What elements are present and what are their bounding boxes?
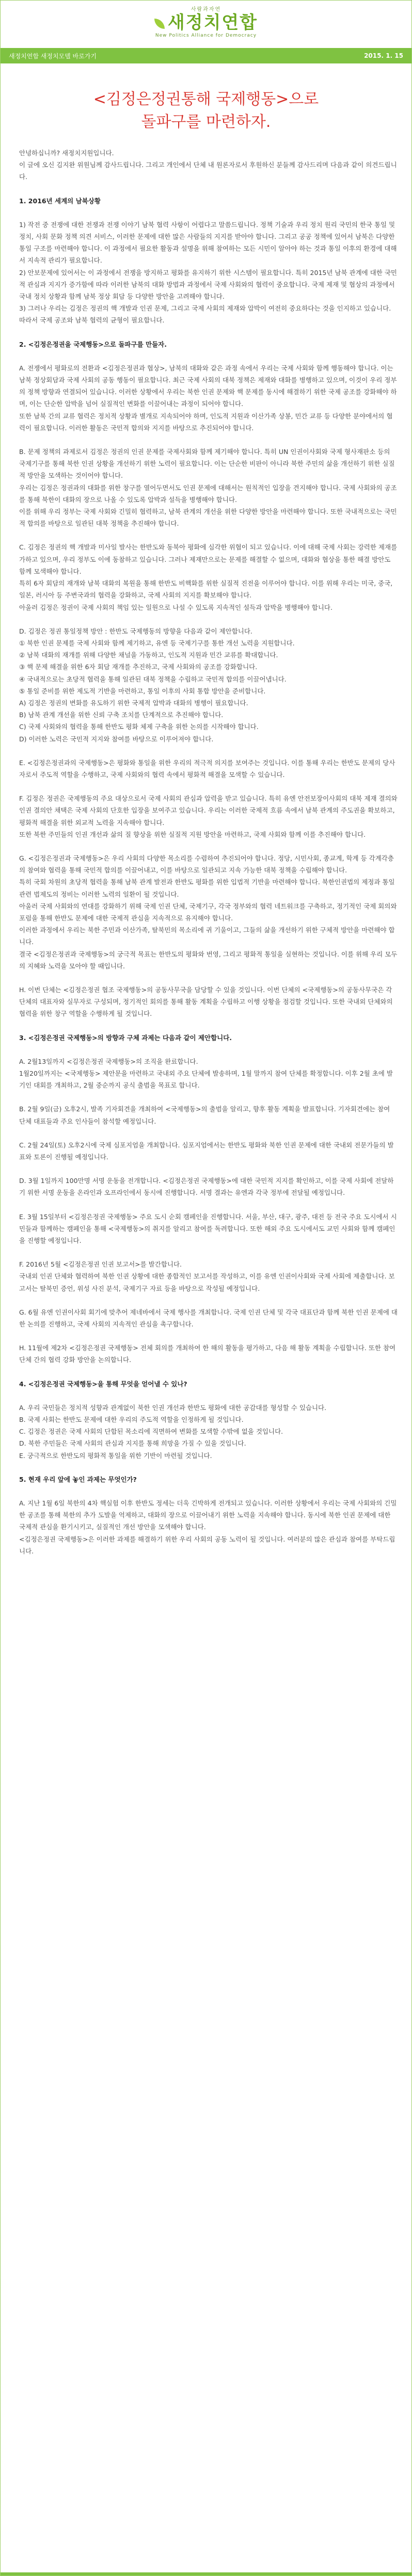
paragraph: E. <김정은정권과의 국제행동>은 평화와 통일을 위한 우리의 적극적 의지를 보여주는 것입니다. 이를 통해 우리는 한반도 문제의 당사자로서 주도적 역할을 수행하고, 국제 사회와의 협력 속에서 평화적 해결을 모색할 수 있습니다. xyxy=(19,758,395,779)
section-heading: 1. 2016년 세계의 남북상황 xyxy=(19,197,101,205)
paragraph: C. 김정은 정권의 핵 개발과 미사일 발사는 한반도와 동북아 평화에 심각한 위협이 되고 있습니다. 이에 대해 국제 사회는 강력한 제재를 가하고 있으며, 우리 정부도 이에 동참하고 있습니다. 그러나 제재만으로는 문제를 해결할 수 없으며, 대화와 협상을 통한 해결 방안도 함께 모색해야 합니다. 특히 6자 회담의 재개와 남북 대화의 복원을 통해 한반도 비핵화를 위한 실질적 진전을 이루어야 합니다. 이를 위해 우리는 미국, 중국, 일본, 러시아 등 주변국과의 협력을 강화하고, 국제 사회의 지지를 확보해야 합니다. 아울러 김정은 정권이 국제 사회의 책임 있는 일원으로 나설 수 있도록 지속적인 설득과 압박을 병행해야 합니다. xyxy=(19,543,398,611)
section-heading: 3. <김정은정권 국제행동>의 방향과 구체 과제는 다음과 같이 제안합니다. xyxy=(19,1033,232,1042)
paragraph: 안녕하십니까? 새정치지원입니다. 이 글에 오신 김지완 위원님께 감사드립니다. 그리고 개인에서 단체 내 원론자로서 후원하신 분들께 감사드리며 다음과 같이 의견드립니다. xyxy=(19,149,397,181)
bar-date: 2015. 1. 15 xyxy=(364,52,403,59)
title-line: 돌파구를 마련하자. xyxy=(141,113,271,131)
paragraph: C. 2월 24일(토) 오후2시에 국제 심포지엄을 개최합니다. 심포지엄에서는 한반도 평화와 북한 인권 문제에 대한 국내외 전문가들의 발표와 토론이 진행될 예정입니다. xyxy=(19,1141,394,1161)
info-bar xyxy=(1,48,411,63)
paragraph: G. 6월 유엔 인권이사회 회기에 맞추어 제네바에서 국제 행사를 개최합니다. 국제 인권 단체 및 각국 대표단과 함께 북한 인권 문제에 대한 논의를 진행하고, 국제 사회의 지속적인 관심을 촉구합니다. xyxy=(19,1308,398,1328)
footer-line xyxy=(1,2572,411,2575)
paragraph: E. 3월 15일부터 <김정은정권 국제행동> 주요 도시 순회 캠페인을 진행합니다. 서울, 부산, 대구, 광주, 대전 등 전국 주요 도시에서 시민들과 함께하는 캠페인을 통해 <국제행동>의 취지를 알리고 참여를 독려합니다. 또한 해외 주요 도시에서도 교민 사회와 함께 캠페인을 진행할 예정입니다. xyxy=(19,1212,397,1245)
title-line: <김정은정권통해 국제행동>으로 xyxy=(93,90,319,108)
paragraph: H. 11월에 제2차 <김정은정권 국제행동> 전체 회의를 개최하여 한 해의 활동을 평가하고, 다음 해 활동 계획을 수립합니다. 또한 참여 단체 간의 협력 강화 방안을 논의합니다. xyxy=(19,1344,396,1364)
paragraph: B. 2월 9일(금) 오후2시, 발족 기자회견을 개최하여 <국제행동>의 출범을 알리고, 향후 활동 계획을 발표합니다. 기자회견에는 참여 단체 대표들과 주요 인사들이 참석할 예정입니다. xyxy=(19,1105,390,1125)
title-block xyxy=(1,63,411,147)
paragraph: A. 2월13일까지 <김정은정권 국제행동>의 조직을 완료합니다. 1월20일까지는 <국제행동> 제안문을 마련하고 국내외 주요 단체에 발송하며, 1월 말까지 참여 단체를 확정합니다. 이후 2월 초에 발기인 대회를 개최하고, 2월 중순까지 공식 출범을 목표로 합니다. xyxy=(19,1057,393,1090)
logo-small-text: 사람과자연 xyxy=(191,7,221,12)
paragraph: A. 전쟁에서 평화로의 전환과 <김정은정권과 협상>, 남북의 대화와 같은 과정 속에서 우리는 국제 사회와 함께 행동해야 합니다. 이는 남북 정상회담과 국제 사회의 공동 행동이 필요합니다. 최근 국제 사회의 대북 정책은 제재와 대화를 병행하고 있으며, 이것이 우리 정부의 정책 방향과 연결되어 있습니다. 이러한 상황에서 우리는 북한 인권 문제와 핵 문제를 동시에 해결하기 위한 국제 공조를 강화해야 하며, 이는 단순한 압박을 넘어 실질적인 변화를 이끌어내는 과정이 되어야 합니다. 또한 남북 간의 교류 협력은 정치적 상황과 별개로 지속되어야 하며, 인도적 지원과 이산가족 상봉, 민간 교류 등 다양한 분야에서의 협력이 필요합니다. 이러한 활동은 국민적 합의와 지지를 바탕으로 추진되어야 합니다. xyxy=(19,364,397,432)
page-title xyxy=(16,88,396,134)
paragraph: D. 김정은 정권 통일정책 방안 : 한반도 국제행동의 방향을 다음과 같이 제안합니다. ① 북한 인권 문제를 국제 사회와 함께 제기하고, 유엔 등 국제기구를 통한 개선 노력을 지원합니다. ② 남북 대화의 재개를 위해 다양한 채널을 가동하고, 인도적 지원과 민간 교류를 확대합니다. ③ 핵 문제 해결을 위한 6자 회담 재개를 추진하고, 국제 사회와의 공조를 강화합니다. ④ 국내적으로는 초당적 협력을 통해 일관된 대북 정책을 수립하고 국민적 합의를 이끌어냅니다. ⑤ 통일 준비를 위한 제도적 기반을 마련하고, 통일 이후의 사회 통합 방안을 준비합니다. A) 김정은 정권의 변화를 유도하기 위한 국제적 압박과 대화의 병행이 필요합니다. B) 남북 관계 개선을 위한 신뢰 구축 조치를 단계적으로 추진해야 합니다. C) 국제 사회와의 협력을 통해 한반도 평화 체제 구축을 위한 논의를 시작해야 합니다. D) 이러한 노력은 국민적 지지와 참여를 바탕으로 이루어져야 합니다. xyxy=(19,627,295,743)
logo[interactable] xyxy=(1,5,411,38)
article-body xyxy=(1,147,411,1557)
bar-link[interactable]: 새정치연합 새정치모델 바로가기 xyxy=(9,52,97,60)
section-heading: 5. 현재 우리 앞에 놓인 과제는 무엇인가? xyxy=(19,1475,137,1483)
logo-name: 새정치연합 xyxy=(167,12,258,33)
paragraph: 1) 작전 중 전쟁에 대한 전쟁과 전쟁 이야기 남북 협력 사항이 어렵다고 말씀드립니다. 정책 기술과 우리 정치 원리 국민의 한국 통일 및 정치, 사회 문화 정책 의견 서비스, 이러한 문제에 대한 많은 사람들의 지지를 받아야 합니다. 그리고 공공 정책에 있어서 남북은 다양한 통일 구조를 마련해야 합니다. 이 과정에서 필요한 활동과 설명을 위해 참여하는 모든 시민이 알아야 하는 것과 통일 이후의 환경에 대해서 지속적 관리가 필요합니다. 2) 안보문제에 있어서는 이 과정에서 전쟁을 방지하고 평화를 유지하기 위한 시스템이 필요합니다. 특히 2015년 남북 관계에 대한 국민적 관심과 지지가 증가함에 따라 이러한 남북의 대화 방법과 과정에서 국제 사회와의 협력이 중요합니다. 국제 제재 및 협상의 과정에서 국내 정치 상황과 함께 남북 정상 회담 등 다양한 방안을 고려해야 합니다. 3) 그러나 우리는 김정은 정권의 핵 개발과 인권 문제, 그리고 국제 사회의 제재와 압박이 여전히 중요하다는 것을 인지하고 있습니다. 따라서 국제 공조와 남북 협력의 균형이 필요합니다. xyxy=(19,220,397,325)
section-heading: 2. <김정은정권을 국제행동>으로 돌파구를 만들자. xyxy=(19,340,167,348)
logo-sub-text: New Politics Alliance for Democracy xyxy=(155,33,257,38)
leaf-icon xyxy=(154,19,165,29)
paragraph: A. 지난 1월 6일 북한의 4차 핵실험 이후 한반도 정세는 더욱 긴박하게 전개되고 있습니다. 이러한 상황에서 우리는 국제 사회와의 긴밀한 공조를 통해 북한의 추가 도발을 억제하고, 대화의 장으로 이끌어내기 위한 노력을 지속해야 합니다. 동시에 북한 인권 문제에 대한 국제적 관심을 환기시키고, 실질적인 개선 방안을 모색해야 합니다. <김정은정권 국제행동>은 이러한 과제를 해결하기 위한 우리 사회의 공동 노력이 될 것입니다. 여러분의 많은 관심과 참여를 부탁드립니다. xyxy=(19,1499,397,1555)
logo-main-text xyxy=(1,12,411,33)
section-heading: 4. <김정은정권 국제행동>을 통해 무엇을 얻어낼 수 있나? xyxy=(19,1380,187,1388)
paragraph: G. <김정은정권과 국제행동>은 우리 사회의 다양한 목소리를 수렴하여 추진되어야 합니다. 정당, 시민사회, 종교계, 학계 등 각계각층의 참여와 협력을 통해 국민적 합의를 이끌어내고, 이를 바탕으로 일관되고 지속 가능한 대북 정책을 수립해야 합니다. 특히 국회 차원의 초당적 협력을 통해 남북 관계 발전과 한반도 평화를 위한 입법적 기반을 마련해야 합니다. 북한인권법의 제정과 통일 관련 법제도의 정비는 이러한 노력의 일환이 될 것입니다. 아울러 국제 사회와의 연대를 강화하기 위해 국제 인권 단체, 국제기구, 각국 정부와의 협력 네트워크를 구축하고, 정기적인 국제 회의와 포럼을 통해 한반도 문제에 대한 국제적 관심을 지속적으로 유지해야 합니다. 이러한 과정에서 우리는 북한 주민과 이산가족, 탈북민의 목소리에 귀 기울이고, 그들의 삶을 개선하기 위한 구체적 방안을 마련해야 합니다. 결국 <김정은정권과 국제행동>의 궁극적 목표는 한반도의 평화와 번영, 그리고 평화적 통일을 실현하는 것입니다. 이를 위해 우리 모두의 지혜와 노력을 모아야 할 때입니다. xyxy=(19,854,398,970)
paragraph: B. 문제 정책의 과제로서 김정은 정권의 인권 문제를 국제사회와 함께 제기해야 합니다. 특히 UN 인권이사회와 국제 형사재판소 등의 국제기구를 통해 북한 인권 상황을 개선하기 위한 노력이 필요합니다. 이는 단순한 비판이 아니라 북한 주민의 삶을 개선하기 위한 실질적 방안을 모색하는 것이어야 합니다. 우리는 김정은 정권과의 대화를 위한 창구를 열어두면서도 인권 문제에 대해서는 원칙적인 입장을 견지해야 합니다. 국제 사회와의 공조를 통해 북한이 대화의 장으로 나올 수 있도록 압박과 설득을 병행해야 합니다. 이를 위해 우리 정부는 국제 사회와 긴밀히 협력하고, 남북 관계의 개선을 위한 다양한 방안을 마련해야 합니다. 또한 국내적으로는 국민적 합의를 바탕으로 일관된 대북 정책을 추진해야 합니다. xyxy=(19,448,397,528)
paragraph: F. 2016년 5월 <김정은정권 인권 보고서>를 발간합니다. 국내외 인권 단체와 협력하여 북한 인권 상황에 대한 종합적인 보고서를 작성하고, 이를 유엔 인권이사회와 국제 사회에 제출합니다. 보고서는 탈북민 증언, 위성 사진 분석, 국제기구 자료 등을 바탕으로 작성될 예정입니다. xyxy=(19,1260,395,1292)
paragraph: A. 우리 국민들은 정치적 성향과 관계없이 북한 인권 개선과 한반도 평화에 대한 공감대를 형성할 수 있습니다. B. 국제 사회는 한반도 문제에 대한 우리의 주도적 역할을 인정하게 될 것입니다. C. 김정은 정권은 국제 사회의 단합된 목소리에 직면하여 변화를 모색할 수밖에 없을 것입니다. D. 북한 주민들은 국제 사회의 관심과 지지를 통해 희망을 가질 수 있을 것입니다. E. 궁극적으로 한반도의 평화적 통일을 위한 기반이 마련될 것입니다. xyxy=(19,1403,327,1460)
paragraph: H. 이번 단체는 <김정은정권 협조 국제행동>의 공동사무국을 담당할 수 있을 것입니다. 이번 단체의 <국제행동>의 공동사무국은 각 단체의 대표자와 실무자로 구성되며, 정기적인 회의를 통해 활동 계획을 수립하고 이행 상황을 점검할 것입니다. 또한 국내외 단체와의 협력을 위한 창구 역할을 수행하게 될 것입니다. xyxy=(19,985,393,1018)
paragraph: D. 3월 1일까지 100만명 서명 운동을 전개합니다. <김정은정권 국제행동>에 대한 국민적 지지를 확인하고, 이를 국제 사회에 전달하기 위한 서명 운동을 온라인과 오프라인에서 동시에 진행합니다. 서명 결과는 유엔과 각국 정부에 전달될 예정입니다. xyxy=(19,1177,394,1197)
paragraph: F. 김정은 정권은 국제행동의 주요 대상으로서 국제 사회의 관심과 압력을 받고 있습니다. 특히 유엔 안전보장이사회의 대북 제재 결의와 인권 결의안 채택은 국제 사회의 단호한 입장을 보여주고 있습니다. 우리는 이러한 국제적 흐름 속에서 남북 관계의 주도권을 확보하고, 평화적 해결을 위한 외교적 노력을 지속해야 합니다. 또한 북한 주민들의 인권 개선과 삶의 질 향상을 위한 실질적 지원 방안을 마련하고, 국제 사회와 함께 이를 추진해야 합니다. xyxy=(19,795,398,838)
header xyxy=(1,1,411,48)
